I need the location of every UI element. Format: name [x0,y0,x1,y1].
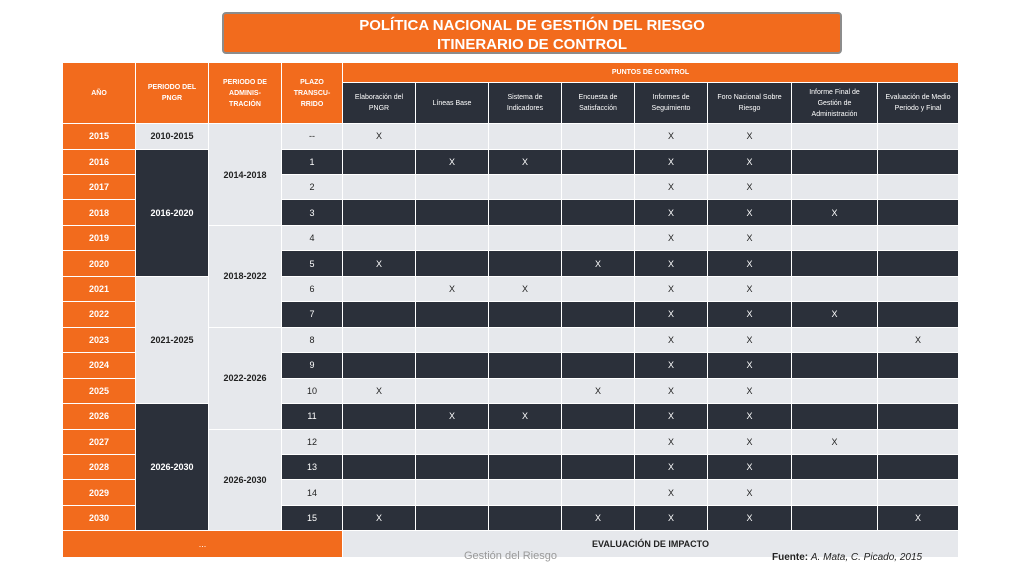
control-mark-cell [792,480,878,505]
control-mark-cell: X [635,200,708,225]
table-row [63,124,959,149]
term-cell: 2 [282,175,343,200]
control-mark-cell: X [708,505,792,530]
control-mark-cell: X [635,505,708,530]
control-mark-cell: X [878,327,959,352]
control-mark-cell: X [635,225,708,250]
control-mark-cell: X [635,353,708,378]
control-mark-cell [343,454,416,479]
control-mark-cell [343,353,416,378]
term-cell: 7 [282,302,343,327]
control-mark-cell [562,200,635,225]
year-cell: 2030 [63,505,136,530]
term-cell: 11 [282,404,343,429]
pngr-period-cell: 2010-2015 [136,124,209,149]
control-mark-cell: X [416,404,489,429]
control-mark-cell: X [708,429,792,454]
control-mark-cell [562,454,635,479]
header-control-col-8: Evaluación de Medio Periodo y Final [878,83,959,124]
control-mark-cell [878,429,959,454]
control-mark-cell [416,429,489,454]
title-line-1: POLÍTICA NACIONAL DE GESTIÓN DEL RIESGO [359,17,705,34]
term-cell: 10 [282,378,343,403]
control-mark-cell: X [343,124,416,149]
control-mark-cell [343,327,416,352]
control-mark-cell: X [708,175,792,200]
control-mark-cell [878,454,959,479]
header-control-col-1: Elaboración del PNGR [343,83,416,124]
pngr-period-cell: 2021-2025 [136,276,209,403]
year-cell: 2019 [63,225,136,250]
footer-watermark: Gestión del Riesgo [464,550,557,562]
year-cell: 2017 [63,175,136,200]
control-mark-cell: X [708,302,792,327]
control-mark-cell: X [635,454,708,479]
control-mark-cell: X [708,276,792,301]
control-mark-cell [792,505,878,530]
table-row [63,276,959,301]
control-mark-cell: X [708,225,792,250]
control-mark-cell: X [635,175,708,200]
control-mark-cell [878,200,959,225]
header-admin-period: PERIODO DE ADMINIS- TRACIÓN [209,63,282,124]
control-mark-cell [343,276,416,301]
control-mark-cell [562,327,635,352]
control-mark-cell: X [708,200,792,225]
control-mark-cell [878,353,959,378]
control-mark-cell: X [635,480,708,505]
control-mark-cell: X [635,124,708,149]
term-cell: 13 [282,454,343,479]
control-mark-cell [489,124,562,149]
control-mark-cell [416,353,489,378]
control-mark-cell: X [343,505,416,530]
control-mark-cell [416,505,489,530]
term-cell: 4 [282,225,343,250]
term-cell: 3 [282,200,343,225]
table-row [63,149,959,174]
control-mark-cell [489,225,562,250]
year-cell: 2028 [63,454,136,479]
control-mark-cell [562,480,635,505]
title-banner [222,12,842,54]
header-control-col-4: Encuesta de Satisfacción [562,83,635,124]
control-mark-cell [878,302,959,327]
control-mark-cell [878,378,959,403]
control-mark-cell [562,429,635,454]
control-mark-cell [878,225,959,250]
control-mark-cell [343,302,416,327]
year-cell: 2029 [63,480,136,505]
control-mark-cell: X [708,149,792,174]
term-cell: -- [282,124,343,149]
term-cell: 12 [282,429,343,454]
control-mark-cell: X [708,251,792,276]
control-mark-cell: X [708,480,792,505]
year-cell: 2018 [63,200,136,225]
control-mark-cell: X [489,404,562,429]
control-mark-cell: X [416,149,489,174]
header-control-col-2: Líneas Base [416,83,489,124]
year-cell: 2015 [63,124,136,149]
control-mark-cell: X [562,251,635,276]
year-cell: 2021 [63,276,136,301]
source-authors: A. Mata, C. Picado, 2015 [810,552,923,563]
control-mark-cell: X [878,505,959,530]
year-cell: 2016 [63,149,136,174]
control-mark-cell [416,327,489,352]
control-mark-cell: X [635,149,708,174]
header-control-col-6: Foro Nacional Sobre Riesgo [708,83,792,124]
control-mark-cell [792,149,878,174]
control-mark-cell: X [792,429,878,454]
control-mark-cell [562,225,635,250]
control-mark-cell [878,124,959,149]
control-mark-cell [489,327,562,352]
header-term: PLAZO TRANSCU- RRIDO [282,63,343,124]
control-mark-cell: X [708,454,792,479]
header-control-col-7: Informe Final de Gestión de Administración [792,83,878,124]
year-cell: 2025 [63,378,136,403]
year-cell: 2020 [63,251,136,276]
admin-period-cell: 2014-2018 [209,124,282,226]
term-cell: 8 [282,327,343,352]
admin-period-cell: 2022-2026 [209,327,282,429]
control-mark-cell [878,175,959,200]
control-mark-cell: X [343,251,416,276]
control-mark-cell [562,353,635,378]
control-mark-cell [343,200,416,225]
control-mark-cell [489,251,562,276]
header-pngr-period: PERIODO DEL PNGR [136,63,209,124]
control-mark-cell [878,480,959,505]
control-mark-cell: X [635,251,708,276]
year-cell: 2022 [63,302,136,327]
year-cell: 2024 [63,353,136,378]
control-mark-cell: X [562,378,635,403]
control-mark-cell [792,454,878,479]
term-cell: 14 [282,480,343,505]
source-credit [772,552,922,563]
control-mark-cell [562,276,635,301]
control-mark-cell [343,480,416,505]
control-mark-cell [416,175,489,200]
control-mark-cell [489,302,562,327]
control-mark-cell [562,175,635,200]
control-mark-cell [792,404,878,429]
control-mark-cell [343,225,416,250]
header-year: AÑO [63,63,136,124]
control-mark-cell [416,200,489,225]
impact-evaluation: EVALUACIÓN DE IMPACTO [343,531,959,558]
control-mark-cell [489,175,562,200]
control-mark-cell [878,404,959,429]
pngr-period-cell: 2026-2030 [136,404,209,531]
control-mark-cell [792,378,878,403]
control-mark-cell: X [708,378,792,403]
header-control-points: PUNTOS DE CONTROL [343,63,959,83]
admin-period-cell: 2026-2030 [209,429,282,531]
control-mark-cell [416,302,489,327]
control-mark-cell [416,251,489,276]
control-mark-cell: X [792,302,878,327]
control-mark-cell: X [708,124,792,149]
year-cell: 2027 [63,429,136,454]
control-mark-cell [489,505,562,530]
control-mark-cell [792,124,878,149]
term-cell: 5 [282,251,343,276]
control-mark-cell [343,149,416,174]
control-mark-cell: X [635,327,708,352]
control-mark-cell [416,454,489,479]
control-mark-cell [878,149,959,174]
control-mark-cell: X [635,276,708,301]
admin-period-cell: 2018-2022 [209,225,282,327]
control-mark-cell [416,124,489,149]
control-mark-cell: X [792,200,878,225]
control-mark-cell [792,251,878,276]
control-mark-cell: X [708,327,792,352]
control-mark-cell [792,225,878,250]
control-mark-cell [562,302,635,327]
term-cell: 15 [282,505,343,530]
control-mark-cell [416,225,489,250]
control-mark-cell [343,404,416,429]
term-cell: 1 [282,149,343,174]
control-mark-cell [489,200,562,225]
control-mark-cell [489,429,562,454]
control-mark-cell: X [343,378,416,403]
control-mark-cell [562,149,635,174]
control-mark-cell: X [708,404,792,429]
control-itinerary-table [62,62,959,558]
control-mark-cell: X [489,276,562,301]
year-cell: 2026 [63,404,136,429]
source-label: Fuente: [772,552,809,563]
control-mark-cell [562,404,635,429]
control-mark-cell: X [562,505,635,530]
control-mark-cell [562,124,635,149]
control-mark-cell [792,175,878,200]
term-cell: 9 [282,353,343,378]
footer-ellipsis: ... [63,531,343,558]
control-mark-cell [878,276,959,301]
control-mark-cell: X [635,429,708,454]
term-cell: 6 [282,276,343,301]
control-mark-cell [878,251,959,276]
year-cell: 2023 [63,327,136,352]
control-mark-cell [489,353,562,378]
control-mark-cell [792,327,878,352]
control-mark-cell: X [416,276,489,301]
control-mark-cell: X [489,149,562,174]
control-mark-cell [416,378,489,403]
control-mark-cell: X [635,378,708,403]
control-mark-cell [343,175,416,200]
header-control-col-3: Sistema de Indicadores [489,83,562,124]
control-mark-cell [489,454,562,479]
header-control-col-5: Informes de Seguimiento [635,83,708,124]
control-mark-cell [489,378,562,403]
title-line-2: ITINERARIO DE CONTROL [437,36,627,53]
control-mark-cell: X [635,404,708,429]
control-mark-cell [792,353,878,378]
control-mark-cell [489,480,562,505]
table-row [63,404,959,429]
control-mark-cell: X [635,302,708,327]
control-mark-cell [792,276,878,301]
pngr-period-cell: 2016-2020 [136,149,209,276]
control-mark-cell [343,429,416,454]
control-mark-cell [416,480,489,505]
control-mark-cell: X [708,353,792,378]
